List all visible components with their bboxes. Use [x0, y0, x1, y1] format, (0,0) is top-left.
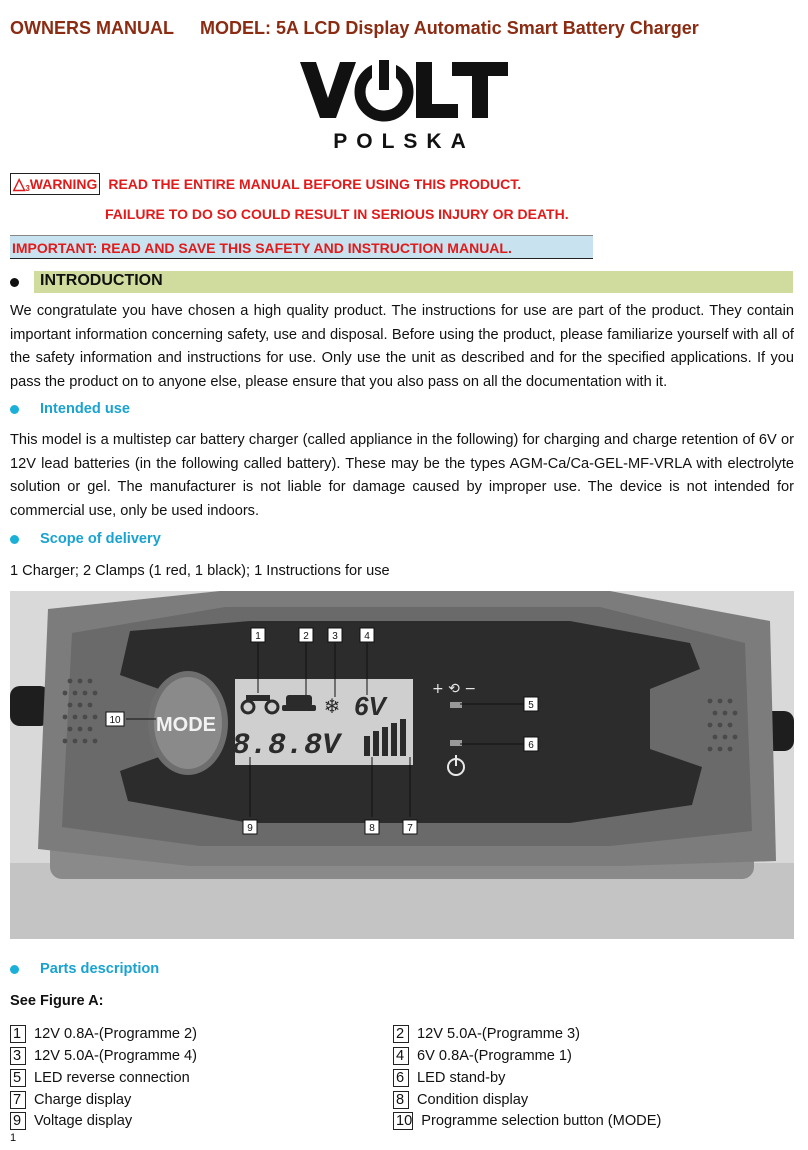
intended-use-text: This model is a multistep car battery charger (called appliance in the following) for charging and charge retention of 6V or 12V lead batteries (in the following called battery). These may be the types AGM-Ca/Ca-GEL-MF-VRLA with electrolyte solution or gel. The manufacturer is not liable for damage caused by improper use. The device is not intended for commercial use, only be used indoors. [10, 432, 794, 519]
warning-label: WARNING [29, 176, 98, 192]
callout-5: 5 [528, 700, 534, 711]
parts-heading: Parts description [40, 961, 160, 977]
part-item [10, 1047, 197, 1065]
snowflake-icon: ❄ [323, 694, 341, 718]
part-item [393, 1112, 661, 1130]
reverse-connection-icon: + ⟲ − [431, 681, 477, 697]
part-item [393, 1091, 528, 1109]
callout-2: 2 [303, 631, 309, 642]
callout-6: 6 [528, 740, 534, 751]
part-number: 6 [393, 1069, 409, 1087]
part-number: 3 [10, 1047, 26, 1065]
bullet-icon [10, 278, 19, 287]
charger-figure [10, 591, 794, 939]
part-text: 12V 0.8A-(Programme 2) [34, 1026, 198, 1042]
mode-button-label: MODE [156, 714, 216, 736]
part-number: 7 [10, 1091, 26, 1109]
part-number: 2 [393, 1025, 409, 1043]
important-banner: IMPORTANT: READ AND SAVE THIS SAFETY AND INSTRUCTION MANUAL. [10, 235, 593, 259]
warning-line-1 [10, 173, 521, 195]
header-title: OWNERS MANUAL [10, 18, 174, 38]
bullet-icon [10, 535, 19, 544]
page-number: 1 [10, 1132, 17, 1144]
part-item [393, 1047, 572, 1065]
warning-text-1: READ THE ENTIRE MANUAL BEFORE USING THIS PRODUCT. [108, 176, 522, 192]
charger-illustration [10, 591, 794, 939]
see-figure-label: See Figure A: [10, 993, 104, 1009]
part-item [10, 1069, 190, 1087]
intended-use-heading: Intended use [40, 401, 131, 417]
part-text: LED stand-by [417, 1070, 506, 1086]
part-item [10, 1025, 197, 1043]
part-number: 4 [393, 1047, 409, 1065]
part-text: Programme selection button (MODE) [421, 1113, 662, 1129]
lcd-voltage-readout: 8.8.8V [231, 729, 341, 763]
warning-label-box [10, 173, 100, 195]
part-item [10, 1112, 132, 1130]
warning-line-2: FAILURE TO DO SO COULD RESULT IN SERIOUS INJURY OR DEATH. [105, 206, 569, 222]
scope-text: 1 Charger; 2 Clamps (1 red, 1 black); 1 Instructions for use [10, 563, 390, 579]
part-text: Charge display [34, 1092, 132, 1108]
warning-triangle-icon: △ [13, 176, 26, 193]
callout-4: 4 [364, 631, 370, 642]
part-item [393, 1069, 505, 1087]
part-number: 9 [10, 1112, 26, 1130]
part-number: 1 [10, 1025, 26, 1043]
part-text: 12V 5.0A-(Programme 3) [417, 1026, 581, 1042]
part-number: 10 [393, 1112, 413, 1130]
part-number: 8 [393, 1091, 409, 1109]
part-text: LED reverse connection [34, 1070, 190, 1086]
part-item [10, 1091, 131, 1109]
header-model: MODEL: 5A LCD Display Automatic Smart Battery Charger [200, 18, 699, 38]
callout-9: 9 [247, 823, 253, 834]
logo-subtitle: POLSKA [333, 130, 475, 153]
callout-3: 3 [332, 631, 338, 642]
scope-heading: Scope of delivery [40, 531, 161, 547]
callout-7: 7 [407, 823, 413, 834]
volt-polska-logo [300, 56, 510, 156]
bullet-icon [10, 965, 19, 974]
page-header [10, 18, 699, 39]
introduction-heading: INTRODUCTION [34, 271, 793, 293]
part-text: Voltage display [34, 1113, 133, 1129]
part-text: 12V 5.0A-(Programme 4) [34, 1048, 198, 1064]
callout-1: 1 [255, 631, 261, 642]
warning-subscript: 3 [25, 184, 30, 193]
introduction-text: We congratulate you have chosen a high quality product. The instructions for use are part of the product. They contain important information concerning safety, use and disposal. Before using the product, please familiarize yourself with all of the safety information and instructions for use. Only use the unit as described and for the specified applications. If you pass the product on to anyone else, please ensure that you also pass on all the documentation with it. [10, 303, 794, 390]
callout-8: 8 [369, 823, 375, 834]
part-text: 6V 0.8A-(Programme 1) [417, 1048, 572, 1064]
part-item [393, 1025, 580, 1043]
part-number: 5 [10, 1069, 26, 1087]
part-text: Condition display [417, 1092, 529, 1108]
bullet-icon [10, 405, 19, 414]
callout-10: 10 [109, 715, 121, 726]
lcd-six-v: 6V [354, 691, 386, 721]
